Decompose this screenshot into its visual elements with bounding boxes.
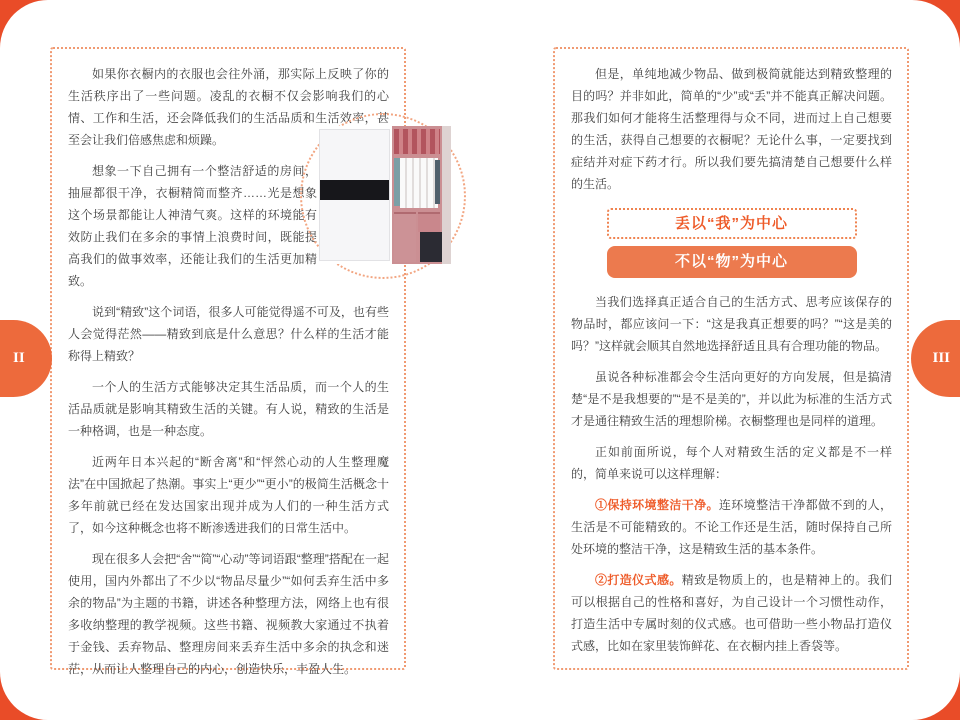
wardrobe-photo-image [319,126,451,264]
paragraph: 说到“精致”这个词语，很多人可能觉得遥不可及，也有些人会觉得茫然——精致到底是什么意思？什么样的生活才能称得上精致？ [68,305,389,363]
paragraph: 虽说各种标准都会令生活向更好的方向发展，但是搞清楚“是不是我想要的”“是不是美的”，并以此为标准的生活方式才是通往精致生活的理想阶梯。衣橱整理也是同样的道理。 [571,370,892,428]
numbered-item-text: 连环境整洁干净都做不到的人，生活是不可能精致的。不论工作还是生活，随时保持自己所处环境的整洁干净，这是精致生活的基本条件。 [571,498,892,556]
paragraph: 近两年日本兴起的“断舍离”和“怦然心动的人生整理魔法”在中国掀起了热潮。事实上“更少”“更小”的极简生活概念十多年前就已经在发达国家出现并成为人们的一种生活方式了，如今这种概念也将不断渗透进我们的日常生活中。 [68,455,389,535]
paragraph: 一个人的生活方式能够决定其生活品质，而一个人的生活品质就是影响其精致生活的关键。有人说，精致的生活是一种格调，也是一种态度。 [68,380,389,438]
page-tab-right [911,320,960,397]
paragraph: 当我们选择真正适合自己的生活方式、思考应该保存的物品时，都应该问一下：“这是我真正想要的吗？”“这是美的吗？”这样就会顺其自然地选择舒适且具有合理功能的物品。 [571,295,892,353]
wardrobe-photo [323,162,389,274]
paragraph: 正如前面所说，每个人对精致生活的定义都是不一样的，简单来说可以这样理解： [571,445,892,481]
dark-garment [435,160,440,204]
shelf-column [394,212,416,262]
page-number-roman: III [932,350,950,366]
numbered-item-text: 精致是物质上的，也是精神上的。我们可以根据自己的性格和喜好，为自己设计一个习惯性动作，打造生活中专属时刻的仪式感。也可借助一些小物品打造仪式感，比如在家里装饰鲜花、在衣橱内挂上香袋等。 [571,573,892,653]
numbered-item [571,569,892,657]
page-tab-left [0,320,52,397]
numbered-item-lead: ①保持环境整洁干净。 [595,498,719,512]
paragraph: 如果你衣橱内的衣服也会往外涌，那实际上反映了你的生活秩序出了一些问题。凌乱的衣橱不仅会影响我们的心情、工作和生活，还会降低我们的生活品质和生活效率，甚至会让我们倍感焦虑和烦躁。 [68,67,389,147]
wardrobe-door [319,129,390,261]
numbered-item-lead: ②打造仪式感。 [595,573,682,587]
side-panel [442,126,451,264]
paragraph: 想象一下自己拥有一个整洁舒适的房间，抽屉都很干净，衣橱精简而整齐……光是想象这个场景都能让人神清气爽。这样的环境能有效防止我们在多余的事情上浪费时间，既能提高我们的做事效率，还能让我们的生活更加精致。 [68,164,317,288]
slogan-box-not-thing-centered: 不以“物”为中心 [607,246,857,278]
slogan-box-me-centered: 丢以“我”为中心 [607,208,857,239]
right-page [553,47,909,670]
hanging-shirts [400,158,438,208]
left-page-body [52,49,404,680]
paragraph: 但是，单纯地减少物品、做到极简就能达到精致整理的目的吗？并非如此，简单的“少”或“丢”并不能真正解决问题。那我们如何才能将生活整理得与众不同，进而过上自己想要的生活，获得自己想要的衣橱呢？无论什么事，一定要找到症结并对症下药才行。所以我们要先搞清楚自己想要什么样的生活。 [571,67,892,191]
page-number-roman: II [13,350,25,366]
drawer [418,212,440,232]
right-page-body [555,49,907,657]
left-page [50,47,406,676]
paragraph: 现在很多人会把“舍”“简”“心动”等词语跟“整理”搭配在一起使用，国内外都出了不少以“物品尽量少”“如何丢弃生活中多余的物品”为主题的书籍，讲述各种整理方法，网络上也有很多收纳整理的教学视频。这些书籍、视频教大家通过不执着于金钱、丢弃物品、整理房间来丢弃生活中多余的执念和迷茫，从而让人整理自己的内心，创造快乐，丰盈人生。 [68,552,389,676]
wardrobe-door-band [320,180,389,200]
wardrobe-open-section [392,126,451,264]
folded-clothes [394,129,440,154]
numbered-item [571,494,892,560]
